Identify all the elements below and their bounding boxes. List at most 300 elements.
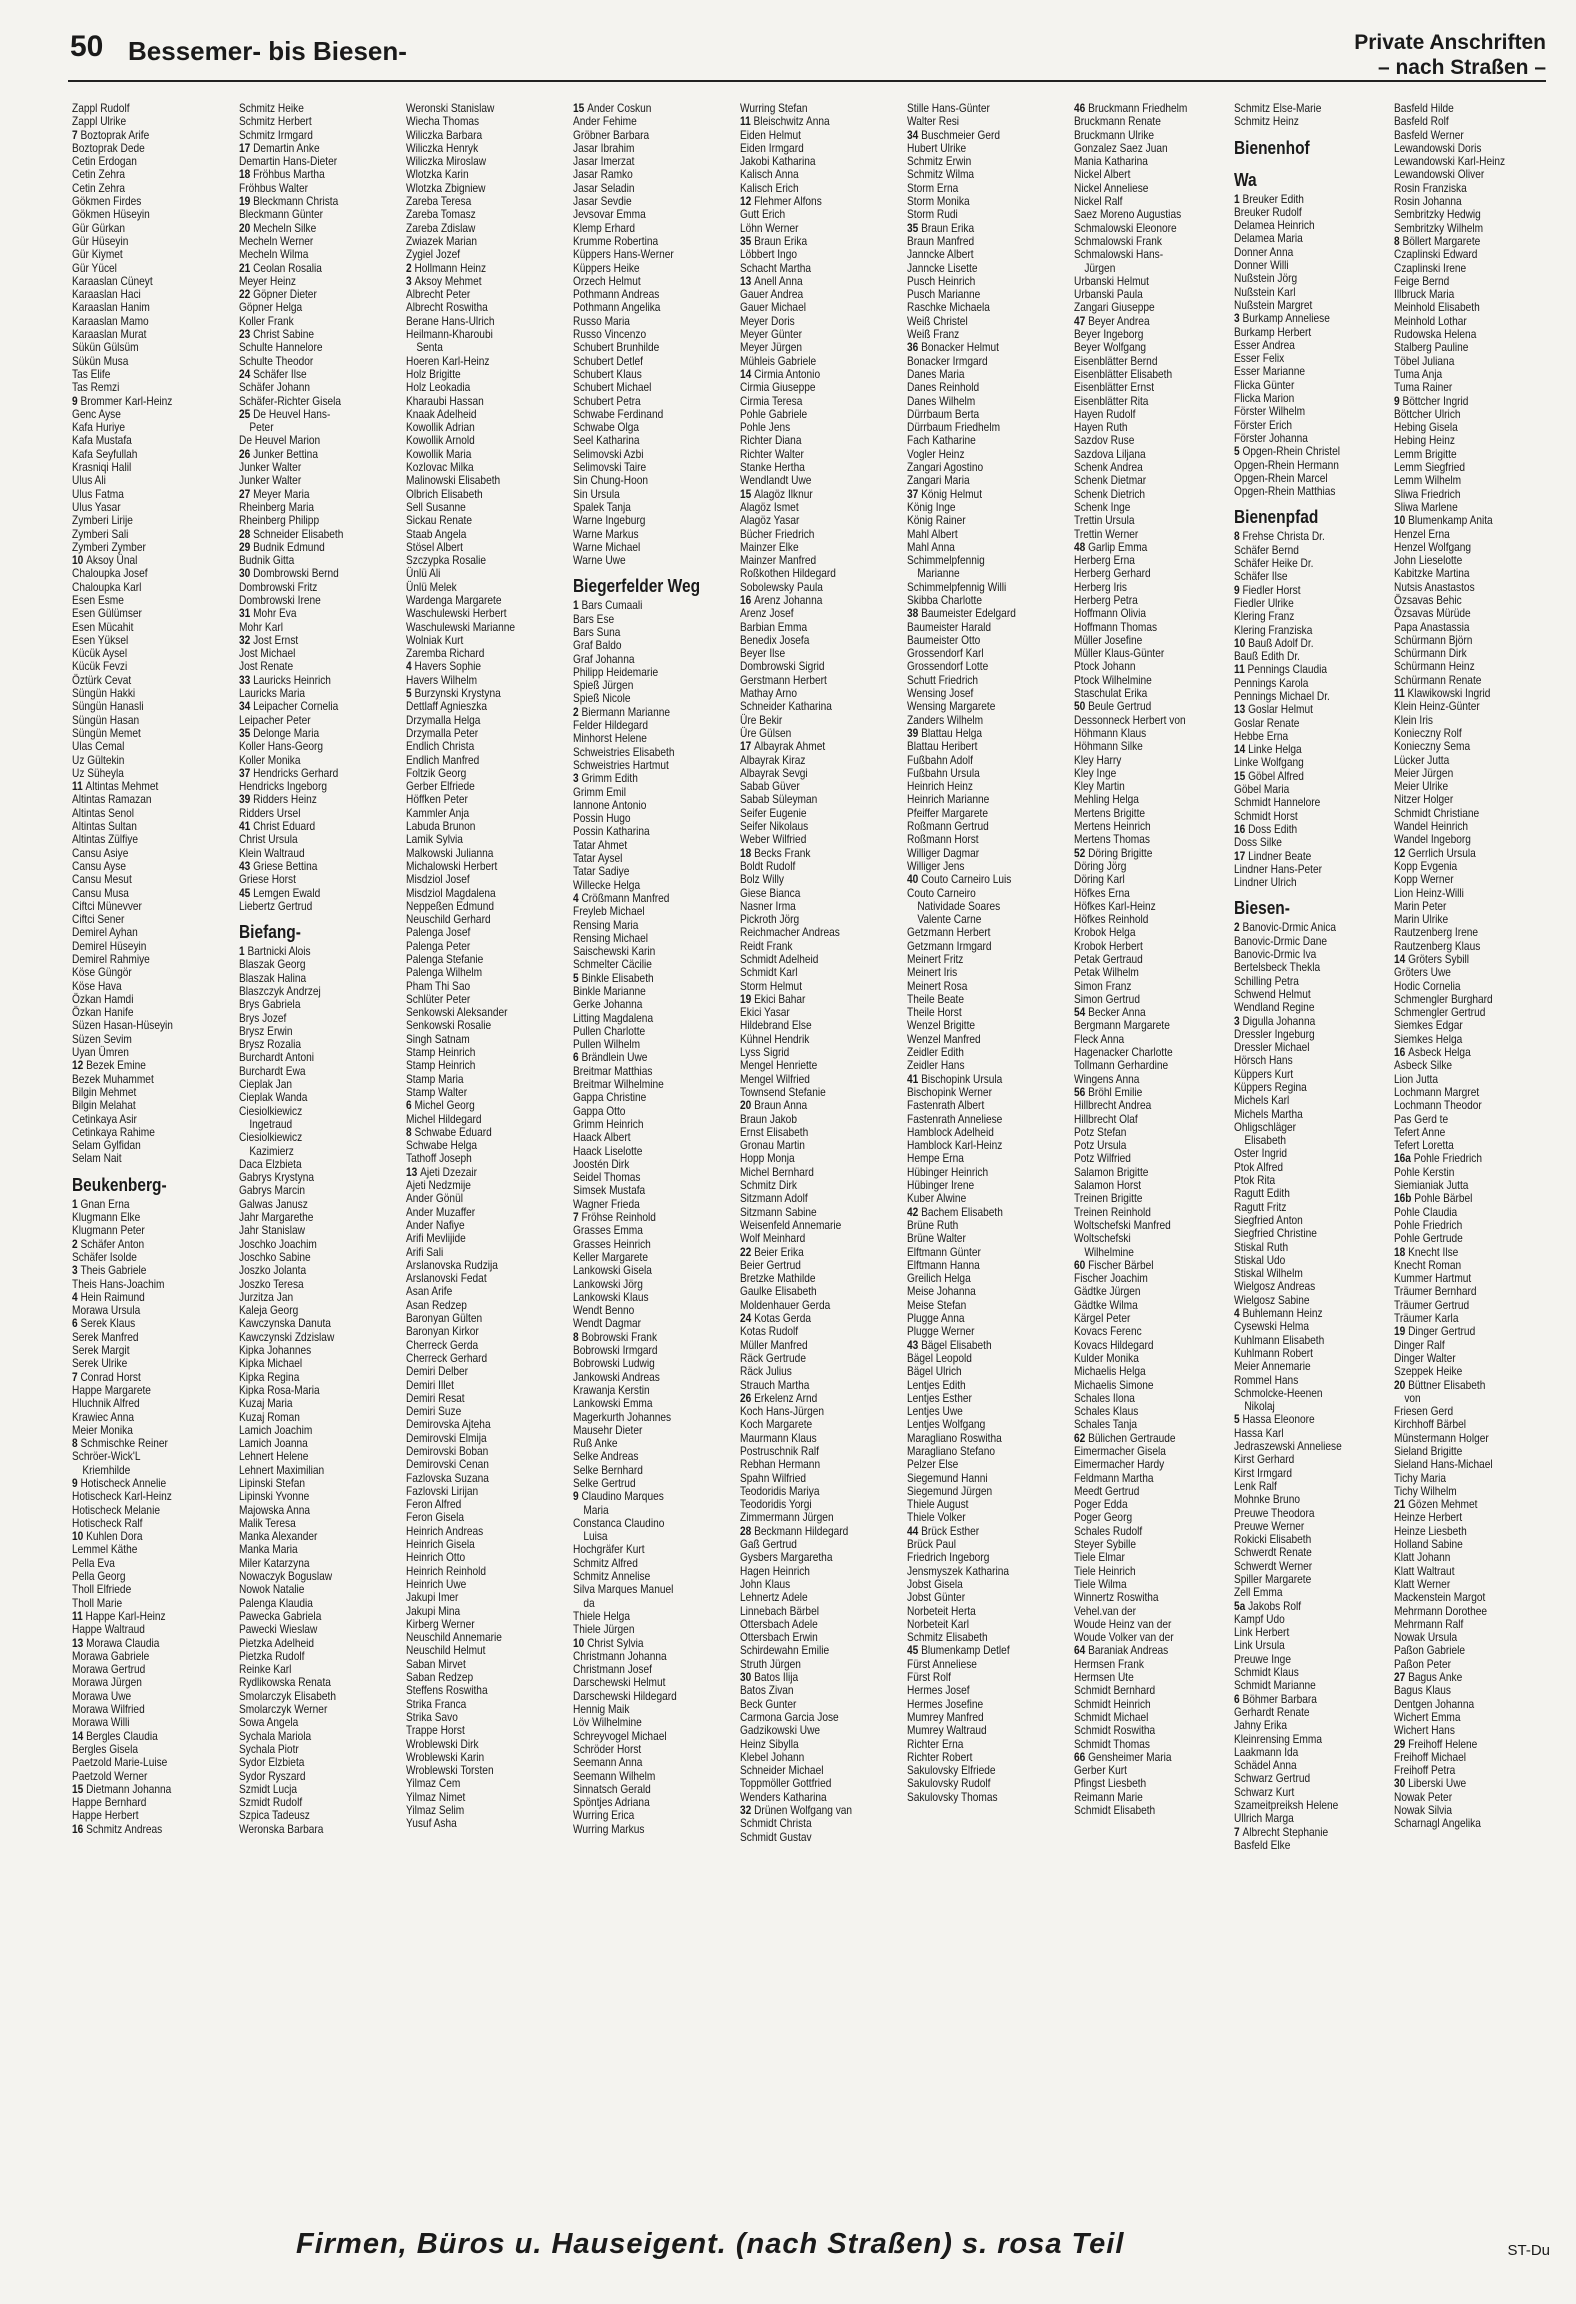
resident-entry: Schirdewahn Emilie	[740, 1643, 830, 1658]
resident-entry: Pohle Claudia	[1394, 1204, 1458, 1219]
resident-entry: Schwabe Ferdinand	[573, 406, 664, 421]
resident-entry: Wurring Markus	[573, 1821, 645, 1836]
resident-entry: 30 Dombrowski Bernd	[239, 566, 339, 581]
resident-entry: Küppers Kurt	[1234, 1066, 1294, 1081]
resident-entry: Karaaslan Murat	[72, 327, 147, 342]
resident-entry: Arifi Mevlijide	[406, 1231, 466, 1246]
resident-entry: Holland Sabine	[1394, 1537, 1463, 1552]
resident-entry: Asan Arife	[406, 1284, 453, 1299]
resident-entry: Morawa Jürgen	[72, 1675, 142, 1690]
resident-entry: Poger Georg	[1074, 1510, 1133, 1525]
street-heading: Biegerfelder Weg	[573, 576, 701, 597]
house-number: 5	[573, 970, 582, 985]
resident-entry: Schmitz Elisabeth	[907, 1630, 988, 1645]
resident-entry: Baronyan Kirkor	[406, 1324, 479, 1339]
house-number: 9	[1394, 393, 1403, 408]
resident-entry: Happe Waltraud	[72, 1622, 145, 1637]
resident-entry: Spalek Tanja	[573, 499, 631, 514]
house-number: 18	[740, 845, 755, 860]
resident-entry: Ünlü Melek	[406, 579, 457, 594]
resident-entry: 5 Hassa Eleonore	[1234, 1412, 1315, 1427]
resident-entry: Rheinberg Philipp	[239, 513, 320, 528]
resident-entry: Getzmann Herbert	[907, 925, 991, 940]
entry-continuation: Senta	[416, 340, 443, 355]
resident-entry: Rheinberg Maria	[239, 499, 315, 514]
resident-entry: Schwend Helmut	[1234, 986, 1311, 1001]
resident-entry: Ernst Elisabeth	[740, 1124, 809, 1139]
resident-entry: 66 Gensheimer Maria	[1074, 1749, 1172, 1764]
resident-entry: Zareba Zdislaw	[406, 220, 476, 235]
resident-entry: Lenk Ralf	[1234, 1478, 1277, 1493]
house-number: 11	[72, 779, 86, 794]
house-number: 22	[239, 287, 254, 302]
resident-entry: Freihoff Michael	[1394, 1749, 1466, 1764]
resident-entry: Stiskal Ruth	[1234, 1239, 1289, 1254]
resident-entry: Doss Silke	[1234, 835, 1282, 850]
resident-entry: 16a Pohle Friedrich	[1394, 1151, 1482, 1166]
resident-entry: 64 Baraniak Andreas	[1074, 1643, 1169, 1658]
resident-entry: Fazlovski Lirijan	[406, 1483, 479, 1498]
resident-entry: Göbel Maria	[1234, 782, 1290, 797]
house-number: 48	[1074, 539, 1089, 554]
resident-entry: Wandel Ingeborg	[1394, 832, 1471, 847]
entry-continuation: Nikolaj	[1244, 1399, 1275, 1414]
resident-entry: Constanca Claudino	[573, 1515, 665, 1530]
resident-entry: Heinrich Otto	[406, 1550, 466, 1565]
resident-entry: Theile Beate	[907, 991, 964, 1006]
resident-entry: 15 Göbel Alfred	[1234, 768, 1304, 783]
resident-entry: Basfeld Hilde	[1394, 102, 1454, 115]
resident-entry: 29 Freihoff Helene	[1394, 1736, 1478, 1751]
house-number: 18	[1394, 1244, 1409, 1259]
resident-entry: Haack Albert	[573, 1130, 631, 1145]
resident-entry: Zappl Ulrike	[72, 114, 127, 129]
resident-entry: Mathay Arno	[740, 686, 797, 701]
resident-entry: Morawa Gertrud	[72, 1662, 146, 1677]
house-number: 54	[1074, 1005, 1089, 1020]
resident-entry: Gronau Martin	[740, 1138, 805, 1153]
house-number: 34	[239, 699, 254, 714]
resident-entry: Neuschild Gerhard	[406, 912, 491, 927]
resident-entry: 62 Bülichen Gertraude	[1074, 1430, 1176, 1445]
house-number: 11	[1394, 686, 1408, 701]
resident-entry: Delamea Heinrich	[1234, 218, 1315, 233]
resident-entry: Kirberg Werner	[406, 1616, 475, 1631]
resident-entry: Lyss Sigrid	[740, 1045, 790, 1060]
resident-entry: Reidt Frank	[740, 938, 793, 953]
resident-entry: Spieß Jürgen	[573, 678, 634, 693]
resident-entry: Kuzaj Roman	[239, 1409, 300, 1424]
resident-entry: Kowollik Arnold	[406, 433, 475, 448]
resident-entry: Tefert Anne	[1394, 1124, 1446, 1139]
resident-entry: Saban Redzep	[406, 1670, 474, 1685]
resident-entry: 48 Garlip Emma	[1074, 539, 1148, 554]
resident-entry: Brys Gabriela	[239, 997, 301, 1012]
resident-entry: Singh Satnam	[406, 1031, 470, 1046]
resident-entry: Tatar Ahmet	[573, 837, 628, 852]
resident-entry: Schmalowski Eleonore	[1074, 220, 1177, 235]
resident-entry: Yilmaz Selim	[406, 1803, 465, 1817]
resident-entry: Kovacs Hildegard	[1074, 1337, 1154, 1352]
resident-entry: 16 Asbeck Helga	[1394, 1045, 1471, 1060]
resident-entry: Cirmia Teresa	[740, 393, 803, 408]
resident-entry: Arslanovski Fedat	[406, 1271, 487, 1286]
resident-entry: Karaaslan Haci	[72, 287, 141, 302]
house-number: 30	[239, 566, 254, 581]
house-number: 21	[1394, 1497, 1409, 1512]
resident-entry: Lamich Joachim	[239, 1422, 313, 1437]
resident-entry: Cansu Musa	[72, 885, 129, 900]
house-number: 43	[239, 858, 254, 873]
resident-entry: Palenga Josef	[406, 925, 471, 940]
resident-entry: Yilmaz Cem	[406, 1776, 461, 1791]
resident-entry: Wolniak Kurt	[406, 632, 464, 647]
house-number: 32	[239, 632, 254, 647]
resident-entry: Roßkothen Hildegard	[740, 566, 836, 581]
resident-entry: 32 Jost Ernst	[239, 632, 299, 647]
resident-entry: Mehling Helga	[1074, 792, 1139, 807]
resident-entry: Schales Klaus	[1074, 1404, 1139, 1419]
resident-entry: Stiskal Wilhelm	[1234, 1266, 1303, 1281]
house-number: 12	[72, 1058, 87, 1073]
resident-entry: Happe Herbert	[72, 1808, 139, 1823]
house-number: 37	[907, 486, 922, 501]
resident-entry: Tas Remzi	[72, 380, 120, 395]
resident-entry: Gröters Uwe	[1394, 965, 1451, 980]
resident-entry: Zymberi Sali	[72, 526, 129, 541]
resident-entry: 22 Göpner Dieter	[239, 287, 317, 302]
resident-entry: Linnebach Bärbel	[740, 1603, 819, 1618]
resident-entry: Kuhlmann Elisabeth	[1234, 1332, 1325, 1347]
resident-entry: Friedrich Ingeborg	[907, 1550, 990, 1565]
resident-entry: Lamich Joanna	[239, 1436, 308, 1451]
resident-entry: Nasner Irma	[740, 898, 796, 913]
resident-entry: Lehnertz Adele	[740, 1590, 808, 1605]
resident-entry: Joostén Dirk	[573, 1156, 630, 1171]
resident-entry: Hebbe Erna	[1234, 728, 1289, 743]
resident-entry: Kowollik Maria	[406, 446, 472, 461]
resident-entry: Cirmia Giuseppe	[740, 380, 816, 395]
resident-entry: 10 Kuhlen Dora	[72, 1529, 143, 1544]
resident-entry: Wendlandt Uwe	[740, 473, 812, 488]
resident-entry: 25 De Heuvel Hans-	[239, 406, 331, 421]
resident-entry: Özsavas Behic	[1394, 592, 1462, 607]
resident-entry: Kuber Alwine	[907, 1191, 967, 1206]
resident-entry: Hermes Josef	[907, 1683, 970, 1698]
resident-entry: Hillbrecht Andrea	[1074, 1098, 1152, 1113]
resident-entry: Altintas Senol	[72, 805, 135, 820]
resident-entry: Joschko Sabine	[239, 1249, 311, 1264]
resident-entry: Henzel Erna	[1394, 526, 1450, 541]
resident-entry: Höffken Peter	[406, 792, 468, 807]
resident-entry: Sükün Gülsüm	[72, 340, 139, 355]
resident-entry: Jakobi Katharina	[740, 154, 816, 169]
resident-entry: Süzen Sevim	[72, 1031, 132, 1046]
resident-entry: Strika Savo	[406, 1709, 458, 1724]
resident-entry: Demirovski Elmija	[406, 1430, 487, 1445]
resident-entry: Orzech Helmut	[573, 273, 641, 288]
resident-entry: Heinrich Heinz	[907, 779, 973, 794]
resident-entry: 28 Schneider Elisabeth	[239, 526, 344, 541]
resident-entry: Storm Helmut	[740, 978, 803, 993]
resident-entry: Grossendorf Karl	[907, 646, 984, 661]
resident-entry: Spöntjes Adriana	[573, 1795, 650, 1810]
resident-entry: Wendt Dagmar	[573, 1316, 642, 1331]
resident-entry: Szameitpreiksh Helene	[1234, 1798, 1339, 1813]
resident-entry: Waschulewski Marianne	[406, 619, 516, 634]
house-number: 10	[1394, 513, 1409, 528]
house-number: 42	[907, 1204, 922, 1219]
resident-entry: Theis Hans-Joachim	[72, 1276, 165, 1291]
page-footer	[0, 2222, 1576, 2272]
resident-entry: Eimermacher Hardy	[1074, 1457, 1165, 1472]
house-number: 15	[72, 1781, 87, 1796]
resident-entry: Hopp Monja	[740, 1151, 795, 1166]
resident-entry: 16 Arenz Johanna	[740, 592, 823, 607]
resident-entry: Schales Rudolf	[1074, 1523, 1143, 1538]
resident-entry: Gadzikowski Uwe	[740, 1723, 821, 1738]
resident-entry: Siegemund Jürgen	[907, 1483, 993, 1498]
resident-entry: Pohle Friedrich	[1394, 1217, 1463, 1232]
resident-entry: Lipinski Yvonne	[239, 1489, 310, 1504]
resident-entry: Rautzenberg Klaus	[1394, 938, 1481, 953]
resident-entry: Ulus Fatma	[72, 486, 124, 501]
house-number: 18	[239, 167, 254, 182]
resident-entry: 2 Banovic-Drmic Anica	[1234, 920, 1337, 935]
house-number: 35	[740, 233, 755, 248]
resident-entry: Kirst Gerhard	[1234, 1452, 1295, 1467]
resident-entry: Eisenblätter Ernst	[1074, 380, 1155, 395]
resident-entry: Fach Katharine	[907, 433, 976, 448]
resident-entry: Meise Johanna	[907, 1284, 976, 1299]
resident-entry: Griese Horst	[239, 872, 296, 887]
resident-entry: Wlotzka Zbigniew	[406, 180, 486, 195]
resident-entry: Meyer Jürgen	[740, 340, 803, 355]
resident-entry: Joschko Joachim	[239, 1236, 317, 1251]
resident-entry: 16b Pohle Bärbel	[1394, 1191, 1473, 1206]
resident-entry: Friesen Gerd	[1394, 1404, 1454, 1419]
resident-entry: Paßon Peter	[1394, 1656, 1451, 1671]
resident-entry: Süngün Memet	[72, 725, 141, 740]
resident-entry: Strauch Martha	[740, 1377, 810, 1392]
resident-entry: Mahl Albert	[907, 526, 958, 541]
resident-entry: Lewandowski Doris	[1394, 140, 1482, 155]
resident-entry: Jedraszewski Anneliese	[1234, 1439, 1342, 1454]
resident-entry: 5 Binkle Elisabeth	[573, 970, 654, 985]
resident-entry: Demartin Hans-Dieter	[239, 154, 338, 169]
resident-entry: Endlich Manfred	[406, 752, 480, 767]
resident-entry: 3 Burkamp Anneliese	[1234, 311, 1330, 326]
resident-entry: Lewandowski Oliver	[1394, 167, 1485, 182]
resident-entry: Senkowski Aleksander	[406, 1005, 508, 1020]
resident-entry: Ruß Anke	[573, 1436, 618, 1451]
resident-entry: 39 Ridders Heinz	[239, 792, 317, 807]
resident-entry: Albayrak Kiraz	[740, 752, 806, 767]
resident-entry: Sobolewsky Paula	[740, 579, 823, 594]
resident-entry: 3 Theis Gabriele	[72, 1263, 147, 1278]
resident-entry: Siemkes Helga	[1394, 1031, 1463, 1046]
resident-entry: 11 Bleischwitz Anna	[740, 114, 830, 129]
resident-entry: Freyleb Michael	[573, 904, 645, 919]
resident-entry: Siegfried Christine	[1234, 1226, 1317, 1241]
resident-entry: Tholl Elfriede	[72, 1582, 132, 1597]
resident-entry: Thiele Volker	[907, 1510, 966, 1525]
resident-entry: 18 Becks Frank	[740, 845, 811, 860]
resident-entry: Beyer Wolfgang	[1074, 340, 1146, 355]
resident-entry: Selimovski Azbi	[573, 446, 644, 461]
resident-entry: Schmidt Elisabeth	[1074, 1803, 1156, 1817]
house-number: 46	[1074, 102, 1089, 115]
house-number: 8	[573, 1329, 582, 1344]
resident-entry: Hebing Heinz	[1394, 433, 1455, 448]
resident-entry: 1 Bars Cumaali	[573, 598, 643, 613]
resident-entry: Mackenstein Margot	[1394, 1590, 1486, 1605]
resident-entry: 4 Crößmann Manfred	[573, 890, 670, 905]
resident-entry: Wurring Stefan	[740, 102, 808, 115]
resident-entry: Albrecht Peter	[406, 287, 471, 302]
resident-entry: Thiele Helga	[573, 1608, 630, 1623]
resident-entry: Rebhan Hermann	[740, 1457, 821, 1472]
resident-entry: Potz Ursula	[1074, 1138, 1127, 1153]
resident-entry: 15 Alagöz Ilknur	[740, 486, 813, 501]
resident-entry: Hoeren Karl-Heinz	[406, 353, 490, 368]
resident-entry: Teodoridis Mariya	[740, 1483, 820, 1498]
resident-entry: Reinke Karl	[239, 1662, 292, 1677]
resident-entry: Eiden Irmgard	[740, 140, 804, 155]
resident-entry: Philipp Heidemarie	[573, 664, 659, 679]
resident-entry: Stiskal Udo	[1234, 1252, 1286, 1267]
resident-entry: 9 Böttcher Ingrid	[1394, 393, 1469, 408]
resident-entry: Kipka Johannes	[239, 1343, 312, 1358]
resident-entry: Herberg Iris	[1074, 579, 1127, 594]
resident-entry: Schwabe Helga	[406, 1138, 478, 1153]
resident-entry: Skibba Charlotte	[907, 592, 983, 607]
resident-entry: 12 Gerrlich Ursula	[1394, 845, 1476, 860]
resident-entry: Walter Resi	[907, 114, 960, 129]
resident-entry: Hendricks Ingeborg	[239, 779, 327, 794]
resident-entry: Üre Bekir	[740, 712, 783, 727]
resident-entry: 54 Becker Anna	[1074, 1005, 1146, 1020]
resident-entry: Wensing Josef	[907, 686, 974, 701]
resident-entry: 35 Delonge Maria	[239, 725, 320, 740]
resident-entry: Süzen Hasan-Hüseyin	[72, 1018, 173, 1033]
resident-entry: Klering Franz	[1234, 609, 1295, 624]
resident-entry: Budnik Gitta	[239, 553, 295, 568]
house-number: 7	[573, 1210, 582, 1225]
house-number: 20	[740, 1098, 755, 1113]
resident-entry: Schwarz Gertrud	[1234, 1771, 1311, 1786]
resident-entry: Hoffmann Olivia	[1074, 606, 1146, 621]
resident-entry: 20 Büttner Elisabeth	[1394, 1377, 1486, 1392]
resident-entry: Gaulke Elisabeth	[740, 1284, 817, 1299]
house-number: 7	[72, 1369, 81, 1384]
resident-entry: Felder Hildegard	[573, 718, 649, 733]
resident-entry: 6 Brändlein Uwe	[573, 1050, 648, 1065]
resident-entry: Maurmann Klaus	[740, 1430, 817, 1445]
resident-entry: Schmidt Christiane	[1394, 805, 1480, 820]
resident-entry: Link Ursula	[1234, 1638, 1285, 1653]
entry-continuation: da	[583, 1595, 595, 1610]
resident-entry: 33 Lauricks Heinrich	[239, 672, 331, 687]
resident-entry: Szpica Tadeusz	[239, 1808, 310, 1823]
resident-entry: Palenga Peter	[406, 938, 471, 953]
resident-entry: Esen Esme	[72, 592, 124, 607]
resident-entry: Spiller Margarete	[1234, 1571, 1312, 1586]
resident-entry: Koller Hans-Georg	[239, 739, 324, 754]
house-number: 7	[1234, 1824, 1243, 1839]
resident-entry: Eisenblätter Bernd	[1074, 353, 1158, 368]
resident-entry: Tas Elife	[72, 366, 111, 381]
resident-entry: Litting Magdalena	[573, 1010, 654, 1025]
resident-entry: Williger Jens	[907, 858, 965, 873]
resident-entry: Gädtke Wilma	[1074, 1297, 1138, 1312]
resident-entry: Hempe Erna	[907, 1151, 964, 1166]
resident-entry: Meyer Heinz	[239, 273, 296, 288]
resident-entry: Szczypka Rosalie	[406, 553, 487, 568]
resident-entry: Sazdov Ruse	[1074, 433, 1135, 448]
resident-entry: Stille Hans-Günter	[907, 102, 990, 115]
resident-entry: Pietzka Adelheid	[239, 1635, 315, 1650]
house-number: 16	[72, 1821, 87, 1836]
resident-entry: Lauricks Maria	[239, 686, 305, 701]
house-number: 15	[573, 102, 588, 115]
resident-entry: Richter Diana	[740, 433, 802, 448]
resident-entry: Krawiec Anna	[72, 1409, 135, 1424]
resident-entry: Klein Heinz-Günter	[1394, 699, 1480, 714]
resident-entry: Sabab Güver	[740, 779, 800, 794]
resident-entry: Koller Frank	[239, 313, 294, 328]
resident-entry: Träumer Gertrud	[1394, 1297, 1470, 1312]
resident-entry: Schäfer Heike Dr.	[1234, 556, 1314, 571]
house-number: 41	[907, 1071, 922, 1086]
resident-entry: Kuzaj Maria	[239, 1396, 293, 1411]
resident-entry: Demiri Illet	[406, 1377, 454, 1392]
resident-entry: Wichert Emma	[1394, 1709, 1461, 1724]
house-number: 35	[907, 220, 922, 235]
resident-entry: Sychala Mariola	[239, 1728, 312, 1743]
resident-entry: Lochmann Theodor	[1394, 1098, 1482, 1113]
resident-entry: Moldenhauer Gerda	[740, 1297, 831, 1312]
resident-entry: Mertens Heinrich	[1074, 819, 1151, 834]
resident-entry: Sinnatsch Gerald	[573, 1781, 651, 1796]
resident-entry: Esen Gülümser	[72, 606, 142, 621]
resident-entry: Nußstein Margret	[1234, 297, 1313, 312]
resident-entry: 17 Demartin Anke	[239, 140, 320, 155]
resident-entry: Bruckmann Ulrike	[1074, 127, 1155, 142]
resident-entry: Karaaslan Hanim	[72, 300, 150, 315]
resident-entry: Müller Manfred	[740, 1337, 808, 1352]
resident-entry: Kirst Irmgard	[1234, 1465, 1293, 1480]
house-number: 16	[740, 592, 755, 607]
resident-entry: Kipka Rosa-Maria	[239, 1382, 320, 1397]
resident-entry: 10 Christ Sylvia	[573, 1635, 644, 1650]
house-number: 29	[239, 539, 254, 554]
page-header	[0, 0, 1576, 82]
resident-entry: Plugge Anna	[907, 1311, 965, 1326]
resident-entry: Szeppek Heike	[1394, 1364, 1463, 1379]
house-number: 15	[740, 486, 755, 501]
resident-entry: Böttcher Ulrich	[1394, 406, 1461, 421]
resident-entry: Lochmann Margret	[1394, 1084, 1480, 1099]
resident-entry: Gabrys Marcin	[239, 1183, 305, 1198]
resident-entry: 21 Ceolan Rosalia	[239, 260, 322, 275]
house-number: 6	[406, 1098, 415, 1113]
resident-entry: Herberg Gerhard	[1074, 566, 1151, 581]
resident-entry: Zygiel Jozef	[406, 247, 461, 262]
resident-entry: Schenk Andrea	[1074, 460, 1143, 475]
resident-entry: Süngün Hakki	[72, 686, 136, 701]
resident-entry: Gädtke Jürgen	[1074, 1284, 1141, 1299]
